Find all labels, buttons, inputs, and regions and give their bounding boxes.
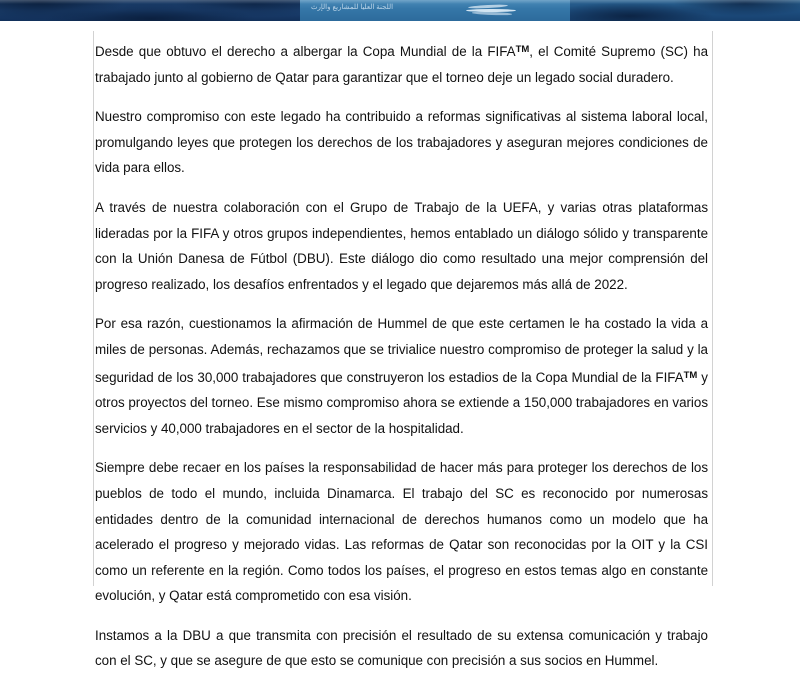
paragraph-text: Instamos a la DBU a que transmita con precisión el resultado de su extensa comunicación y trabajo con el SC, y que se asegure de que esto se comunique con precisión a sus socios en Hummel.: [95, 627, 708, 669]
page-right-rule: [712, 31, 713, 586]
paragraph-p2: [95, 104, 708, 181]
paragraph-text: y otros proyectos del torneo. Ese mismo compromiso ahora se extiende a 150,000 trabajadores en varios servicios y 40,000 trabajadores en el sector de la hospitalidad.: [95, 369, 708, 436]
trademark-symbol: TM: [683, 369, 698, 381]
swoosh-stroke-bottom: [472, 11, 512, 15]
trademark-symbol: TM: [515, 44, 530, 55]
paragraph-p6: [95, 623, 708, 674]
header-banner: [0, 0, 800, 21]
paragraph-text: Siempre debe recaer en los países la responsabilidad de hacer más para proteger los derechos de los pueblos de todo el mundo, incluida Dinamarca. El trabajo del SC es reconocido por numerosas entidades dentro de la comunidad internacional de derechos humanos como un modelo que ha acelerado el progreso y mejorado vidas. Las reformas de Qatar son reconocidas por la OIT y la CSI como un referente en la región. Como todos los países, el progreso en estos temas algo en constante evolución, y Qatar está comprometido con esa visión.: [95, 460, 708, 604]
paragraph-text: Por esa razón, cuestionamos la afirmación de Hummel de que este certamen le ha costado la vida a miles de personas. Además, rechazamos que se trivialice nuestro compromiso de proteger la salud y la seguridad de los 30,000 trabajadores que construyeron los estadios de la Copa Mundial de la FIFA: [95, 316, 708, 385]
supreme-committee-swoosh-logo-icon: [466, 4, 518, 16]
document-page: [0, 21, 800, 669]
paragraph-p4: [95, 311, 708, 441]
paragraph-text: A través de nuestra colaboración con el Grupo de Trabajo de la UEFA, y varias otras plataformas lideradas por la FIFA y otros grupos independientes, hemos entablado un diálogo sólido y transparente con la Unión Danesa de Fútbol (DBU). Este diálogo dio como resultado una mejor comprensión del progreso realizado, los desafíos enfrentados y el legado que dejaremos más allá de 2022.: [95, 199, 708, 292]
page-left-rule: [93, 31, 94, 586]
paragraph-text: , el Comité Supremo (SC) ha trabajado junto al gobierno de Qatar para garantizar que el torneo deje un legado social duradero.: [95, 44, 709, 85]
document-body: [95, 37, 708, 674]
banner-headline: اللجنة العليا للمشاريع والإرث: [310, 4, 394, 11]
paragraph-text: Desde que obtuvo el derecho a albergar la Copa Mundial de la FIFA: [95, 44, 516, 59]
paragraph-p1: [95, 37, 708, 90]
paragraph-p3: [95, 195, 708, 297]
paragraph-text: Nuestro compromiso con este legado ha contribuido a reformas significativas al sistema laboral local, promulgando leyes que protegen los derechos de los trabajadores y aseguran mejores condiciones de vida para ellos.: [95, 109, 708, 176]
